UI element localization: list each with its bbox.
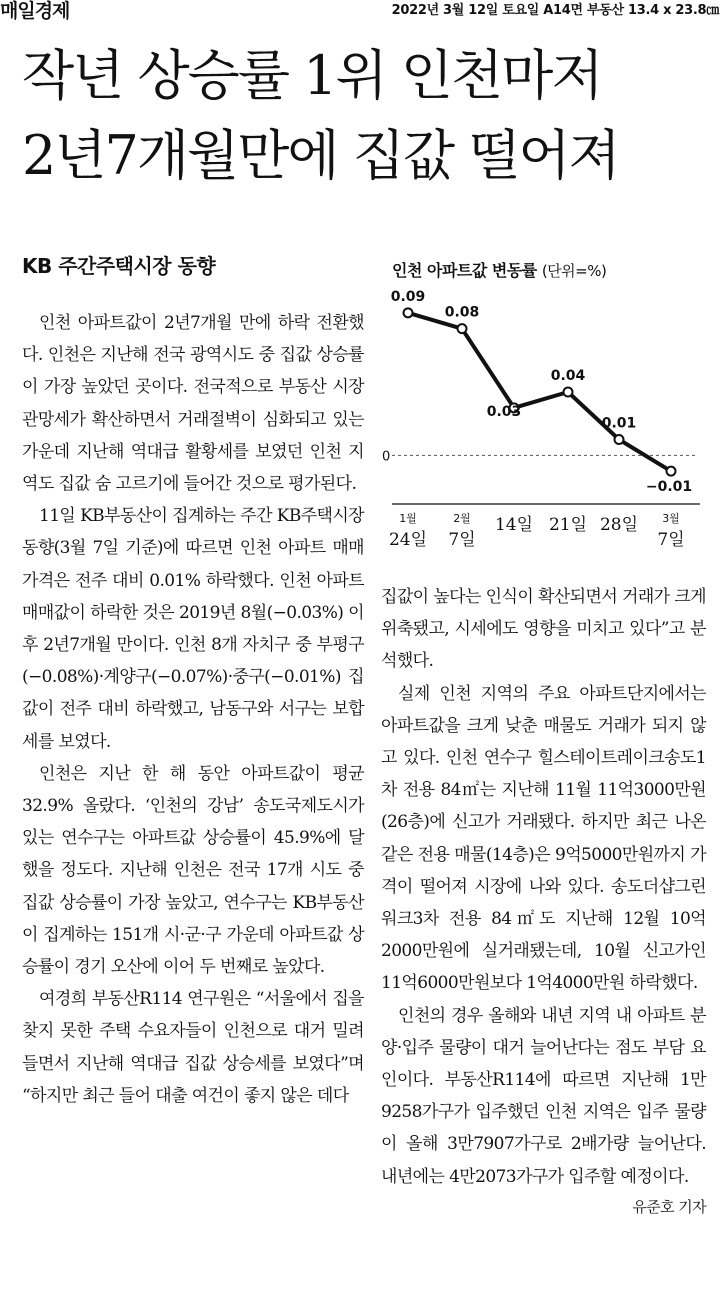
article-paragraph: 실제 인천 지역의 주요 아파트단지에서는 아파트값을 크게 낮춘 매물도 거래가 되지 않고 있다. 인천 연수구 힐스테이트레이크송도1차 전용 84㎡는 지난해 11월 11억3000만원(26층)에 신고가 거래됐다. 하지만 최근 나온 같은 전용 매물(14층)은 9억5000만원까지 가격이 떨어져 시장에 나와 있다. 송도더샵그린워크3차 전용 84㎡도 지난해 12월 10억2000만원에 실거래됐는데, 10월 신고가인 11억6000만원보다 1억4000만원 하락했다.	[381, 683, 706, 994]
data-label: 0.09	[390, 288, 426, 305]
zero-label: 0	[382, 449, 391, 465]
x-tick-label-top: 2월	[453, 512, 471, 525]
data-point	[615, 435, 624, 444]
x-tick-label-top: 3월	[662, 512, 680, 525]
data-point	[667, 467, 676, 476]
data-point	[458, 324, 467, 333]
byline: 유준호 기자	[632, 1197, 706, 1216]
dateline: 2022년 3월 12일 토요일 A14면 부동산 13.4 x 23.8㎝	[391, 3, 719, 18]
data-label: 0.08	[444, 304, 480, 321]
x-tick-label: 7일	[448, 530, 476, 550]
article-paragraph: 인천의 경우 올해와 내년 지역 내 아파트 분양·입주 물량이 대거 늘어난다는 점도 부담 요인이다. 부동산R114에 따르면 지난해 1만9258가구가 입주했던 인천 지역은 입주 물량이 올해 3만7907가구로 2배가량 늘어난다. 내년에는 4만2073가구가 입주할 예정이다.	[381, 1005, 706, 1187]
section-title: KB 주간주택시장 동향	[22, 254, 216, 278]
data-label: −0.01	[645, 479, 693, 496]
data-label: 0.01	[601, 415, 637, 432]
headline	[22, 36, 712, 196]
data-point	[404, 308, 413, 317]
x-tick-label: 14일	[494, 515, 534, 535]
line-chart	[378, 252, 713, 572]
data-label: 0.03	[486, 403, 522, 420]
x-tick-label: 28일	[599, 515, 639, 535]
x-tick-label: 24일	[388, 530, 428, 550]
chart-plot	[378, 252, 713, 572]
x-tick-label-top: 1월	[399, 512, 417, 525]
headline-line-2: 2년7개월만에 집값 떨어져	[22, 124, 619, 187]
x-tick-label: 7일	[657, 530, 685, 550]
article-paragraph: 인천 아파트값이 2년7개월 만에 하락 전환했다. 인천은 지난해 전국 광역시도 중 집값 상승률이 가장 높았던 곳이다. 전국적으로 부동산 시장 관망세가 확산하면서 거래절벽이 심화되고 있는 가운데 지난해 역대급 활황세를 보였던 인천 지역도 집값 숨 고르기에 들어간 것으로 평가된다.	[22, 313, 364, 495]
masthead	[0, 0, 721, 24]
article-column-left	[22, 307, 364, 1112]
headline-line-1: 작년 상승률 1위 인천마저	[22, 44, 602, 107]
article-column-right	[381, 581, 706, 1216]
chart-title-text: 인천 아파트값 변동률	[392, 261, 537, 280]
article-paragraph: 11일 KB부동산이 집계하는 주간 KB주택시장동향(3월 7일 기준)에 따르면 인천 아파트 매매가격은 전주 대비 0.01% 하락했다. 인천 아파트 매매값이 하락한 것은 2019년 8월(−0.03%) 이후 2년7개월 만이다. 인천 8개 자치구 중 부평구(−0.08%)·계양구(−0.07%)·중구(−0.01%) 집값이 전주 대비 하락했고, 남동구와 서구는 보합세를 보였다.	[22, 506, 364, 752]
byline-wrap	[632, 1191, 706, 1223]
chart-unit-label: (단위=%)	[541, 262, 607, 280]
article-paragraph: 인천은 지난 한 해 동안 아파트값이 평균 32.9% 올랐다. ‘인천의 강남’ 송도국제도시가 있는 연수구는 아파트값 상승률이 45.9%에 달했을 정도다. 지난해 인천은 전국 17개 시도 중 집값 상승률이 가장 높았고, 연수구는 KB부동산이 집계하는 151개 시·군·구 가운데 아파트값 상승률이 경기 오산에 이어 두 번째로 높았다.	[22, 763, 364, 978]
newspaper-logo: 매일경제	[0, 0, 70, 22]
data-label: 0.04	[550, 368, 586, 384]
data-point	[564, 388, 573, 397]
article-paragraph: 집값이 높다는 인식이 확산되면서 거래가 크게 위축됐고, 시세에도 영향을 미치고 있다”고 분석했다.	[381, 587, 706, 672]
article-paragraph: 여경희 부동산R114 연구원은 “서울에서 집을 찾지 못한 주택 수요자들이 인천으로 대거 밀려들면서 지난해 역대급 집값 상승세를 보였다”며 “하지만 최근 들어 대출 여건이 좋지 않은 데다	[22, 989, 364, 1106]
x-tick-label: 21일	[548, 515, 588, 535]
